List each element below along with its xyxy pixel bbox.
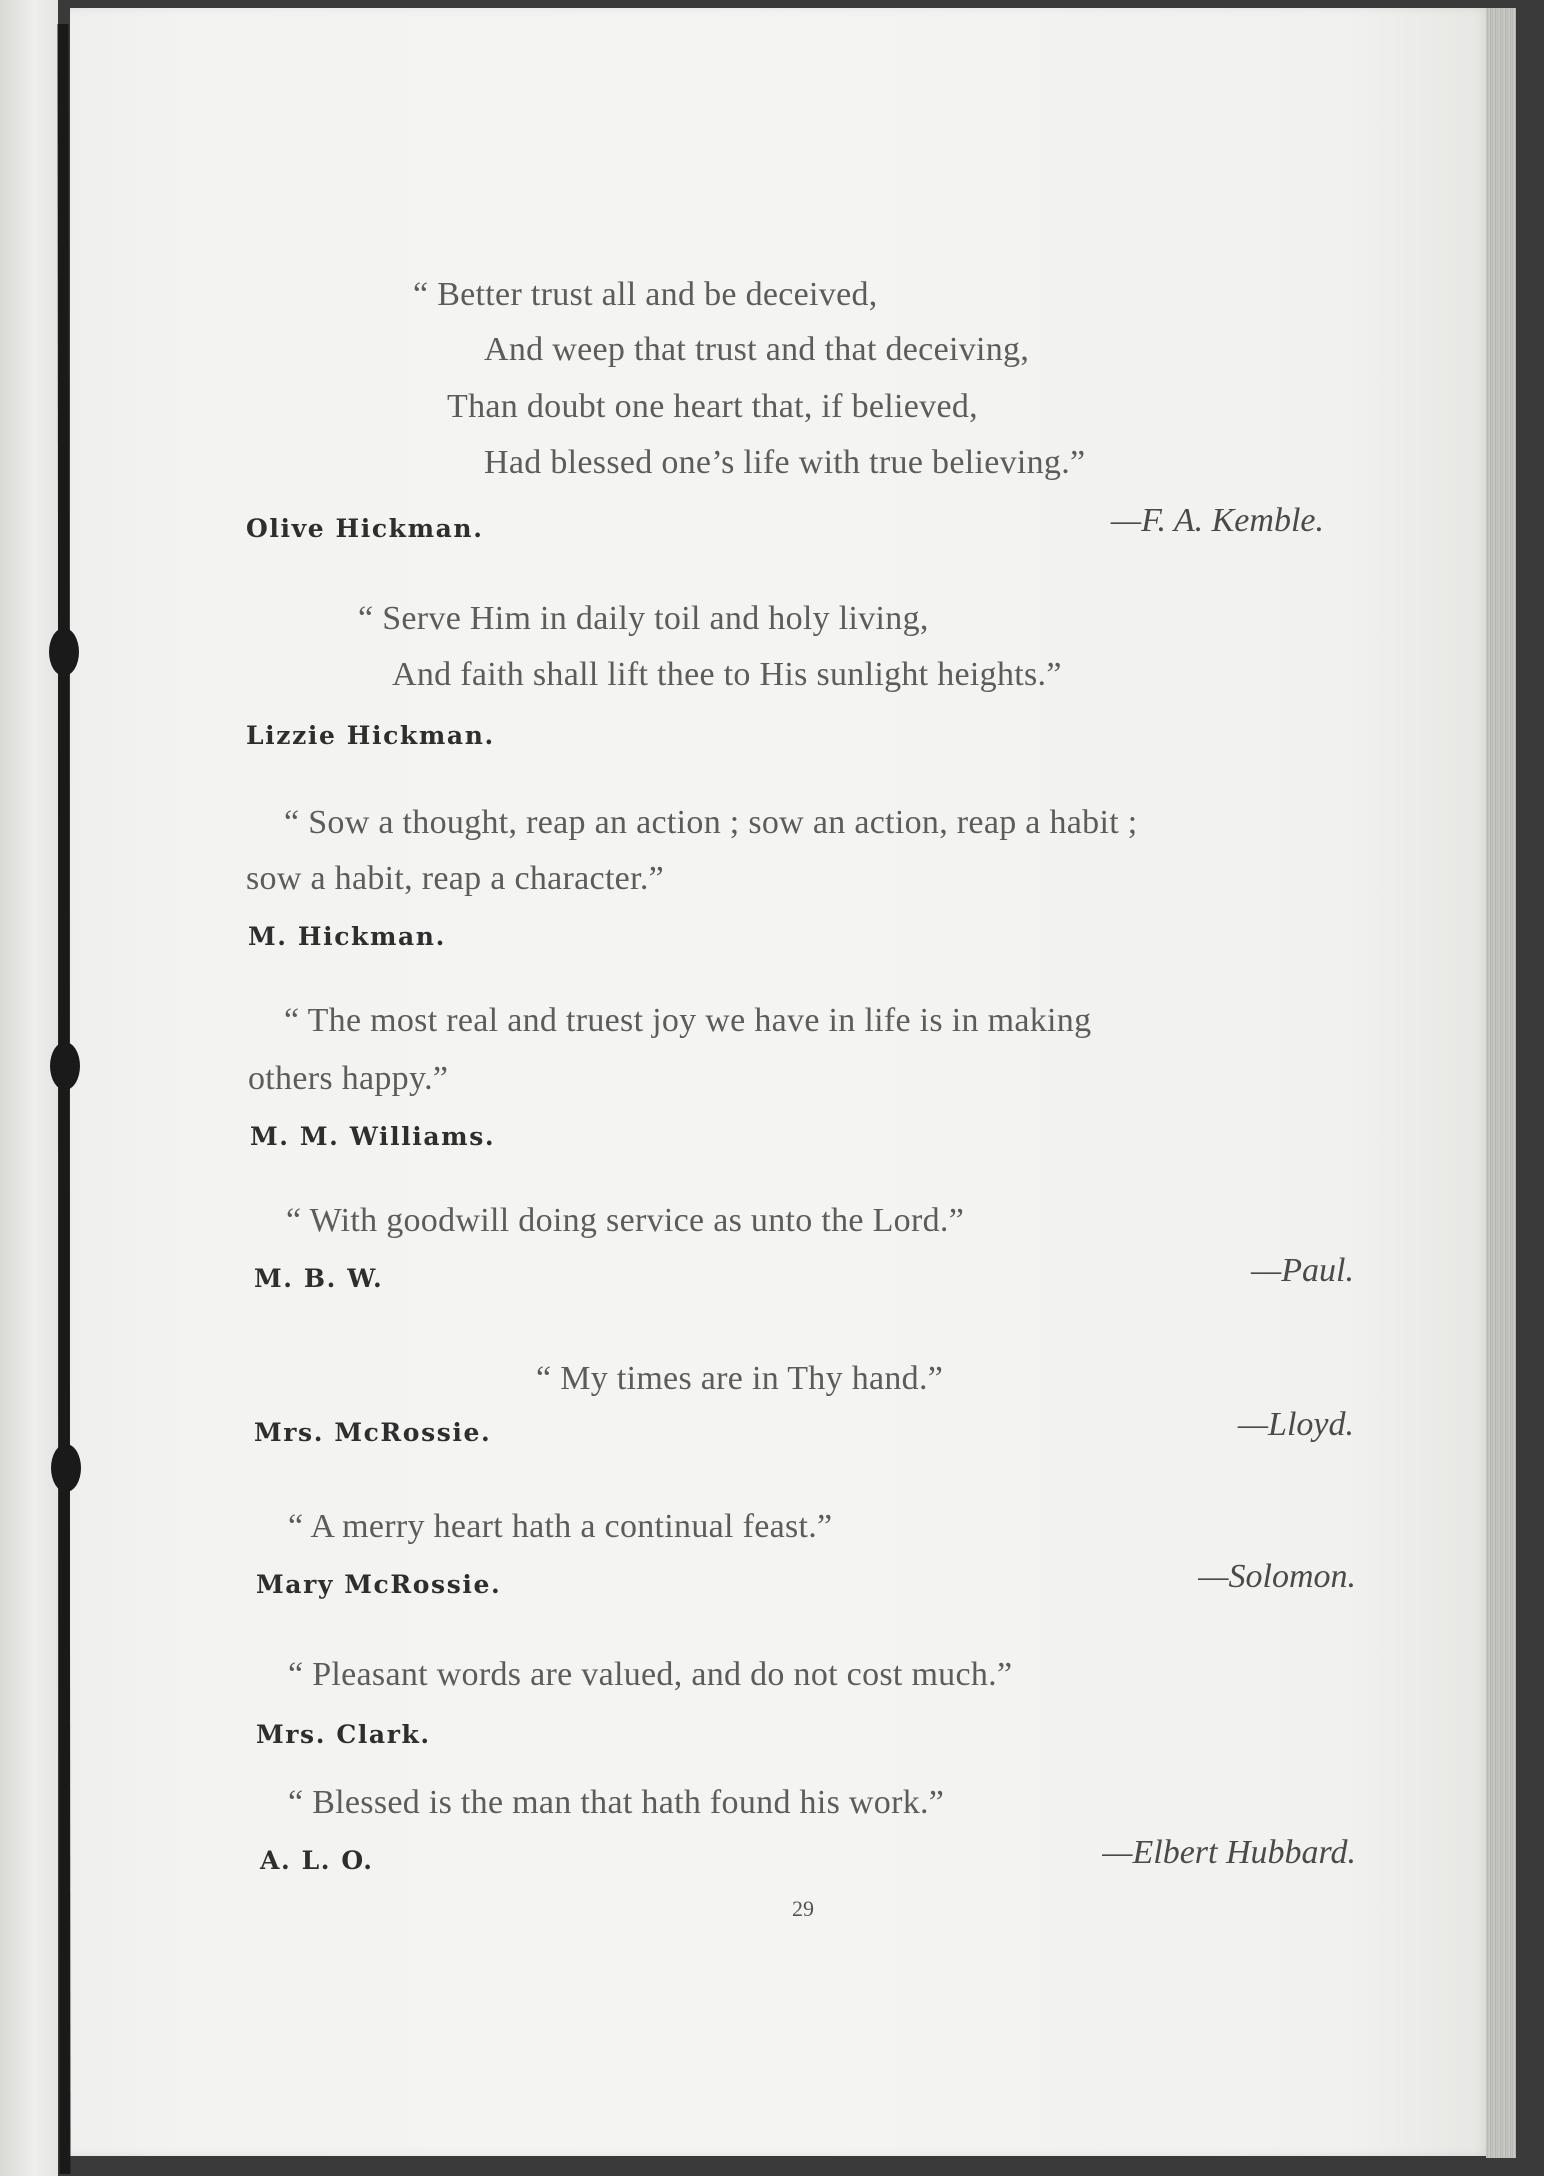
contributor-name: Lizzie Hickman. xyxy=(246,721,495,750)
quote-attribution: —Lloyd. xyxy=(1237,1406,1354,1443)
binding-thread xyxy=(46,24,84,2174)
quote-attribution: —Solomon. xyxy=(1198,1558,1356,1595)
quote-line: others happy.” xyxy=(248,1060,449,1097)
contributor-name: Mrs. McRossie. xyxy=(254,1418,492,1447)
page-stack-edges xyxy=(1486,8,1516,2158)
quote-line: “ With goodwill doing service as unto the Lord.” xyxy=(286,1202,965,1239)
contributor-name: A. L. O. xyxy=(260,1846,374,1875)
quote-line: “ Sow a thought, reap an action ; sow an action, reap a habit ; xyxy=(284,804,1138,841)
quote-attribution: —Elbert Hubbard. xyxy=(1102,1834,1356,1871)
page-number: 29 xyxy=(792,1896,814,1921)
contributor-name: M. B. W. xyxy=(254,1264,384,1293)
quote-line: “ Blessed is the man that hath found his work.” xyxy=(288,1784,945,1821)
binding-knot xyxy=(50,1042,80,1090)
contributor-name: Olive Hickman. xyxy=(246,514,484,543)
binding-knot xyxy=(51,1444,81,1492)
quote-line: Had blessed one’s life with true believing.” xyxy=(484,444,1086,481)
quote-line: Than doubt one heart that, if believed, xyxy=(447,388,978,425)
quote-line: “ Serve Him in daily toil and holy living, xyxy=(358,600,929,637)
quote-line: “ A merry heart hath a continual feast.” xyxy=(288,1508,833,1545)
quote-attribution: —F. A. Kemble. xyxy=(1110,502,1324,539)
contributor-name: Mary McRossie. xyxy=(256,1570,502,1599)
contributor-name: M. Hickman. xyxy=(248,922,446,951)
book-page xyxy=(70,8,1490,2156)
binding-knot xyxy=(49,628,79,676)
quote-line: “ Pleasant words are valued, and do not cost much.” xyxy=(288,1656,1013,1693)
quote-line: “ Better trust all and be deceived, xyxy=(413,276,878,313)
quote-line: And weep that trust and that deceiving, xyxy=(484,331,1030,368)
quote-attribution: —Paul. xyxy=(1251,1252,1354,1289)
quote-line: “ The most real and truest joy we have in life is in making xyxy=(284,1002,1092,1039)
contributor-name: Mrs. Clark. xyxy=(256,1720,431,1749)
quote-line: sow a habit, reap a character.” xyxy=(246,860,665,897)
contributor-name: M. M. Williams. xyxy=(250,1122,496,1151)
quote-line: “ My times are in Thy hand.” xyxy=(536,1360,944,1397)
quote-line: And faith shall lift thee to His sunlight heights.” xyxy=(392,656,1062,693)
scan-background xyxy=(1516,0,1544,2176)
